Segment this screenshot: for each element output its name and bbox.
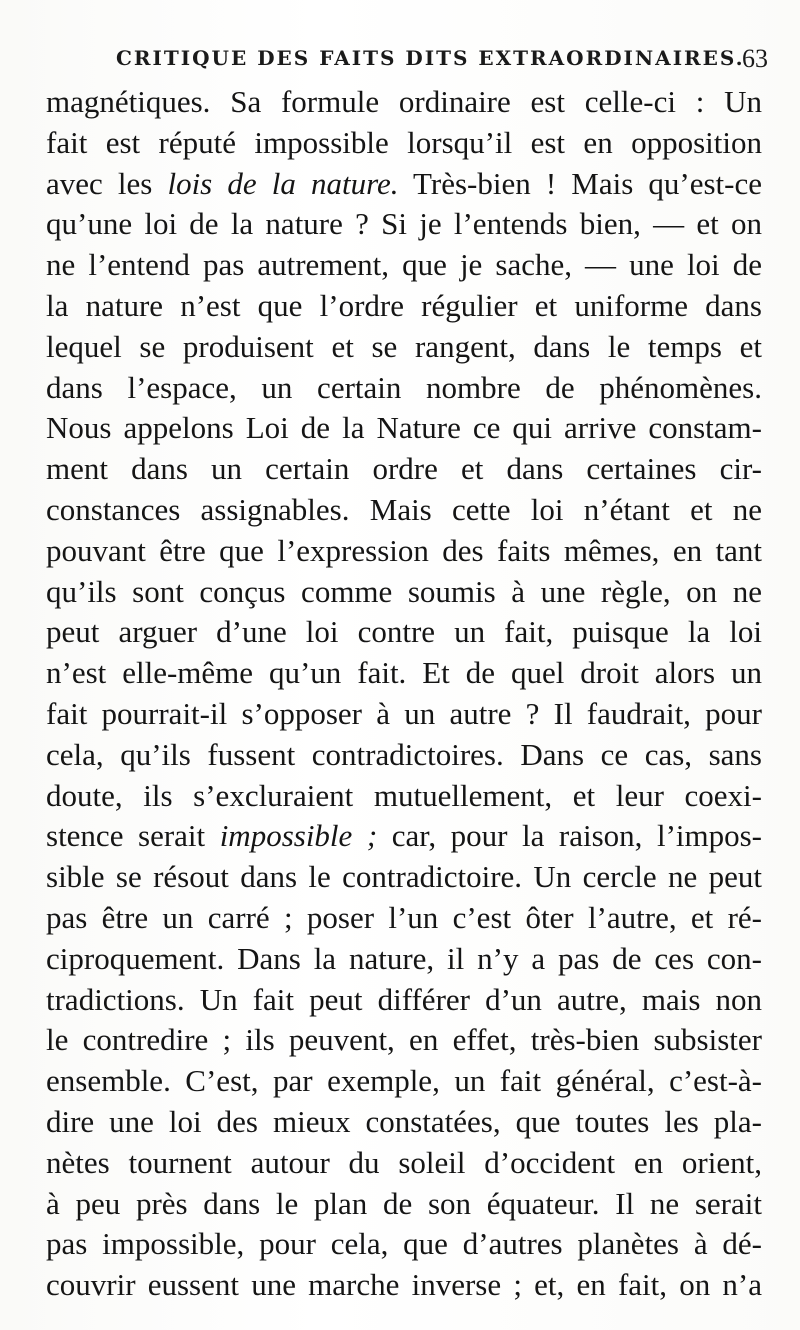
text-line: [46, 327, 762, 368]
text-line: [46, 1184, 762, 1225]
text-segment: car, pour la raison, l’impos-: [377, 818, 763, 854]
text-line: [46, 572, 762, 613]
text-segment: fait pourrait-il s’opposer à un autre ? Il faudrait, pour: [46, 695, 762, 731]
text-segment: Très-bien ! Mais qu’est-ce: [398, 165, 763, 201]
text-line: [46, 123, 762, 164]
text-line: [46, 816, 762, 857]
text-line: [46, 1020, 762, 1061]
text-segment: ment dans un certain ordre et dans certaines cir-: [46, 451, 762, 487]
text-segment: qu’ils sont conçus comme soumis à une règle, on ne: [46, 573, 762, 609]
text-segment: dire une loi des mieux constatées, que toutes les pla-: [46, 1103, 762, 1139]
text-segment: fait est réputé impossible lorsqu’il est en opposition: [46, 124, 762, 160]
text-line: [46, 857, 762, 898]
text-segment: couvrir eussent une marche inverse ; et, en fait, on n’a: [46, 1267, 762, 1303]
text-segment: pas impossible, pour cela, que d’autres planètes à dé-: [46, 1226, 762, 1262]
text-line: [46, 408, 762, 449]
text-segment: nètes tournent autour du soleil d’occident en orient,: [46, 1144, 762, 1180]
text-segment: pouvant être que l’expression des faits mêmes, en tant: [46, 532, 762, 568]
text-segment: cela, qu’ils fussent contradictoires. Dans ce cas, sans: [46, 736, 762, 772]
text-segment: n’est elle-même qu’un fait. Et de quel droit alors un: [46, 655, 762, 691]
running-head: [104, 40, 768, 76]
text-segment: le contredire ; ils peuvent, en effet, très-bien subsister: [46, 1022, 762, 1058]
italic-text-segment: impossible ;: [219, 818, 378, 854]
text-line: [46, 82, 762, 123]
text-segment: magnétiques. Sa formule ordinaire est celle-ci : Un: [46, 84, 762, 119]
text-line: [46, 531, 762, 572]
text-segment: stence serait: [46, 818, 220, 854]
text-line: [46, 449, 762, 490]
text-segment: doute, ils s’excluraient mutuellement, et leur coexi-: [46, 777, 762, 813]
body-text: [46, 82, 762, 1306]
text-segment: ciproquement. Dans la nature, il n’y a pas de ces con-: [46, 940, 762, 976]
text-segment: la nature n’est que l’ordre régulier et uniforme dans: [46, 287, 762, 323]
page-number: 63: [742, 44, 768, 73]
text-line: [46, 776, 762, 817]
text-line: [46, 286, 762, 327]
text-segment: tradictions. Un fait peut différer d’un autre, mais non: [46, 981, 762, 1017]
text-line: [46, 204, 762, 245]
text-line: [46, 898, 762, 939]
text-segment: sible se résout dans le contradictoire. Un cercle ne peut: [46, 859, 762, 895]
text-line: [46, 1265, 762, 1306]
text-line: [46, 980, 762, 1021]
text-line: [46, 735, 762, 776]
text-line: [46, 939, 762, 980]
text-line: [46, 1061, 762, 1102]
text-segment: qu’une loi de la nature ? Si je l’entends bien, — et on: [46, 206, 762, 242]
text-segment: constances assignables. Mais cette loi n’étant et ne: [46, 491, 762, 527]
text-segment: ensemble. C’est, par exemple, un fait général, c’est-à-: [46, 1063, 762, 1099]
text-line: [46, 694, 762, 735]
text-segment: Nous appelons Loi de la Nature ce qui arrive constam-: [46, 410, 762, 446]
text-segment: peut arguer d’une loi contre un fait, puisque la loi: [46, 614, 762, 650]
text-segment: ne l’entend pas autrement, que je sache, — une loi de: [46, 247, 762, 283]
running-title: CRITIQUE DES FAITS DITS EXTRAORDINAIRES.: [116, 46, 745, 70]
text-line: [46, 1102, 762, 1143]
text-segment: avec les: [46, 165, 168, 201]
text-segment: dans l’espace, un certain nombre de phénomènes.: [46, 369, 762, 405]
italic-text-segment: lois de la nature.: [167, 165, 399, 201]
text-line: [46, 245, 762, 286]
text-line: [46, 653, 762, 694]
text-line: [46, 1143, 762, 1184]
text-segment: lequel se produisent et se rangent, dans le temps et: [46, 328, 762, 364]
text-segment: pas être un carré ; poser l’un c’est ôter l’autre, et ré-: [46, 899, 762, 935]
text-line: [46, 368, 762, 409]
text-line: [46, 1224, 762, 1265]
text-line: [46, 164, 762, 205]
text-line: [46, 490, 762, 531]
text-segment: à peu près dans le plan de son équateur. Il ne serait: [46, 1185, 762, 1221]
text-line: [46, 612, 762, 653]
